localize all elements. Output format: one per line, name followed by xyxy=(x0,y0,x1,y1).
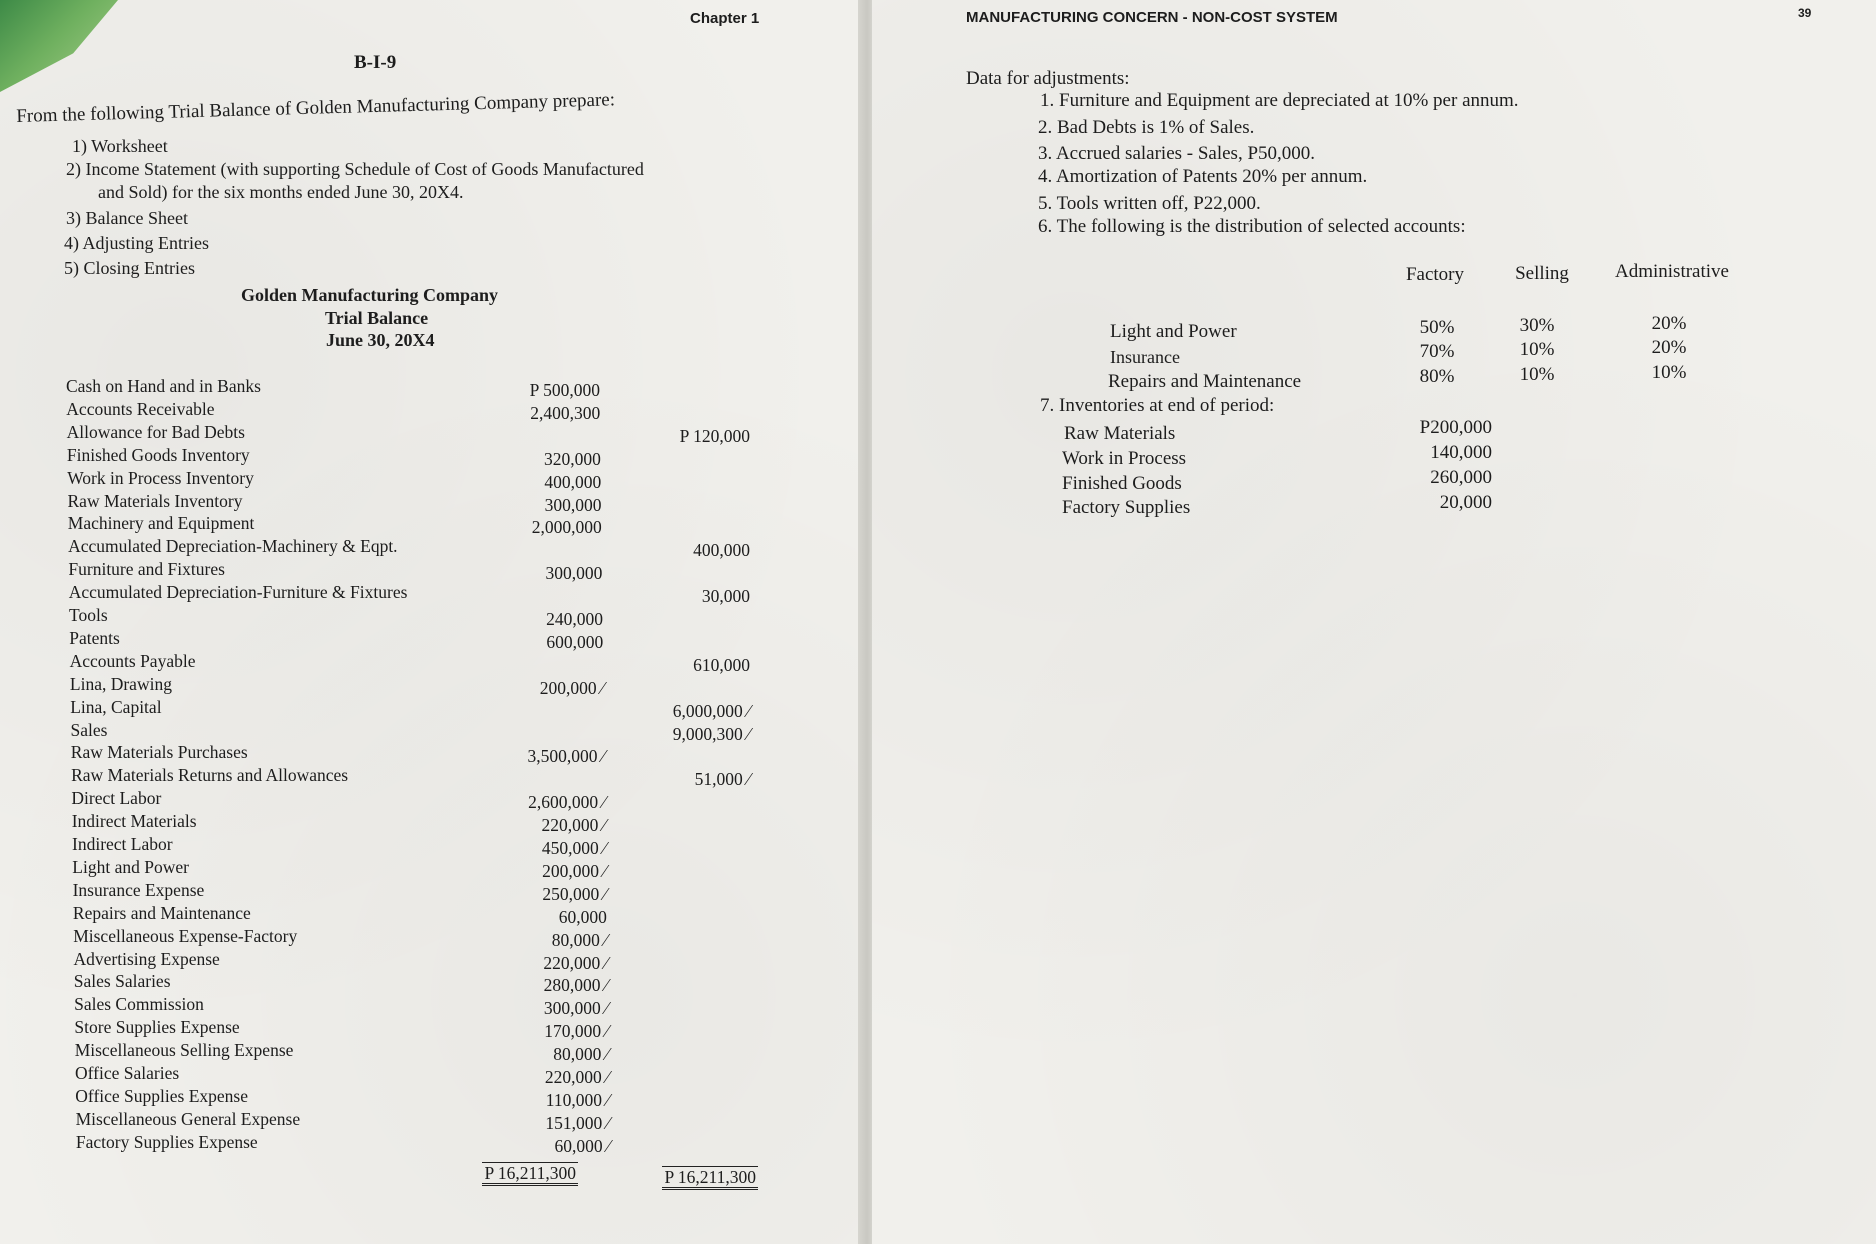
running-head: MANUFACTURING CONCERN - NON-COST SYSTEM xyxy=(966,9,1338,26)
credit-amount: 51,000 ⁄ xyxy=(694,769,750,790)
inventory-value: P200,000 xyxy=(1419,417,1492,438)
debit-amount: 280,000 ⁄ xyxy=(543,975,608,996)
inventory-value: 20,000 xyxy=(1439,492,1492,513)
adjustments-title: Data for adjustments: xyxy=(966,68,1130,89)
dist-row-label: Insurance xyxy=(1110,347,1180,367)
credit-amount: 9,000,300 ⁄ xyxy=(672,723,750,744)
account-name: Patents xyxy=(69,627,120,648)
debit-amount: 151,000 ⁄ xyxy=(545,1112,610,1133)
credit-amount: 400,000 xyxy=(693,540,750,561)
dist-cell: 10% xyxy=(1519,364,1555,385)
page-number: 39 xyxy=(1798,6,1812,20)
account-name: Sales Salaries xyxy=(73,971,171,992)
debit-amount: 60,000 ⁄ xyxy=(554,1135,610,1156)
debit-amount: 2,000,000 xyxy=(531,517,602,538)
credit-amount: 30,000 xyxy=(701,586,750,607)
account-name: Indirect Labor xyxy=(72,834,173,854)
account-name: Accounts Receivable xyxy=(66,398,215,419)
debit-amount: 2,400,300 xyxy=(530,402,601,423)
account-name: Accounts Payable xyxy=(69,650,196,671)
debit-amount: 400,000 xyxy=(544,471,602,492)
account-name: Miscellaneous Selling Expense xyxy=(74,1040,294,1061)
inventory-label: Work in Process xyxy=(1062,448,1187,469)
account-name: Store Supplies Expense xyxy=(74,1017,240,1038)
problem-id: B-I-9 xyxy=(354,52,397,73)
account-name: Advertising Expense xyxy=(73,948,220,969)
total-credit xyxy=(612,1167,758,1188)
dist-cell: 10% xyxy=(1651,362,1687,383)
dist-cell: 80% xyxy=(1419,366,1455,387)
requirement-2: 2) Income Statement (with supporting Schedule of Cost of Goods Manufactured xyxy=(66,159,644,179)
company-name: Golden Manufacturing Company xyxy=(241,285,499,305)
inventory-label: Factory Supplies xyxy=(1062,497,1191,518)
debit-amount: 220,000 ⁄ xyxy=(544,1067,609,1087)
debit-amount: 220,000 ⁄ xyxy=(541,815,606,836)
account-name: Sales xyxy=(70,719,108,740)
statement-date: June 30, 20X4 xyxy=(326,330,435,350)
account-name: Cash on Hand and in Banks xyxy=(66,376,261,396)
account-name: Lina, Drawing xyxy=(69,673,172,694)
account-name: Office Supplies Expense xyxy=(75,1085,248,1106)
adjustment-6: 6. The following is the distribution of selected accounts: xyxy=(1038,216,1466,237)
inventories-title: 7. Inventories at end of period: xyxy=(1040,395,1275,416)
dist-cell: 70% xyxy=(1419,341,1455,362)
account-name: Finished Goods Inventory xyxy=(66,444,250,465)
inventory-value: 260,000 xyxy=(1430,467,1492,488)
debit-amount: 300,000 xyxy=(544,494,602,515)
debit-amount: 300,000 ⁄ xyxy=(543,998,609,1019)
requirement-2-cont: and Sold) for the six months ended June 30, 20X4. xyxy=(98,182,464,202)
requirement-5: 5) Closing Entries xyxy=(64,258,195,278)
col-selling: Selling xyxy=(1515,263,1569,284)
debit-amount: 600,000 xyxy=(546,631,604,652)
debit-amount: 80,000 ⁄ xyxy=(551,929,608,950)
inventory-value: 140,000 xyxy=(1430,442,1492,463)
adjustment-2: 2. Bad Debts is 1% of Sales. xyxy=(1038,117,1255,138)
statement-title: Trial Balance xyxy=(325,308,429,328)
credit-amount: P 120,000 xyxy=(679,425,750,446)
debit-amount: 200,000 ⁄ xyxy=(542,860,607,881)
dist-cell: 50% xyxy=(1419,317,1455,338)
account-name: Direct Labor xyxy=(71,788,162,809)
account-name: Work in Process Inventory xyxy=(67,467,254,488)
debit-amount: 170,000 ⁄ xyxy=(544,1021,609,1042)
requirement-3: 3) Balance Sheet xyxy=(66,208,188,228)
debit-amount: 110,000 ⁄ xyxy=(545,1089,610,1110)
debit-amount: 250,000 ⁄ xyxy=(542,883,607,904)
account-name: Machinery and Equipment xyxy=(67,513,255,534)
dist-row-label: Light and Power xyxy=(1110,321,1237,342)
account-name: Office Salaries xyxy=(75,1063,180,1083)
account-name: Raw Materials Inventory xyxy=(67,490,243,511)
account-name: Repairs and Maintenance xyxy=(72,902,251,923)
adjustment-1: 1. Furniture and Equipment are depreciated at 10% per annum. xyxy=(1040,90,1519,111)
account-name: Tools xyxy=(69,605,108,625)
problem-intro: From the following Trial Balance of Golden Manufacturing Company prepare: xyxy=(16,89,616,127)
debit-amount: 450,000 ⁄ xyxy=(541,838,606,858)
account-name: Raw Materials Purchases xyxy=(70,742,248,763)
inventory-label: Finished Goods xyxy=(1062,473,1182,494)
debit-amount: 240,000 xyxy=(546,609,603,629)
adjustment-3: 3. Accrued salaries - Sales, P50,000. xyxy=(1038,143,1316,164)
chapter-label: Chapter 1 xyxy=(690,10,760,27)
debit-amount: 2,600,000 ⁄ xyxy=(528,792,606,813)
adjustment-5: 5. Tools written off, P22,000. xyxy=(1038,193,1261,214)
debit-amount: 220,000 ⁄ xyxy=(543,952,608,973)
account-name: Allowance for Bad Debts xyxy=(66,421,245,442)
debit-amount: 200,000 ⁄ xyxy=(539,677,604,698)
account-name: Miscellaneous Expense-Factory xyxy=(73,925,298,946)
account-name: Miscellaneous General Expense xyxy=(75,1108,301,1129)
adjustment-4: 4. Amortization of Patents 20% per annum. xyxy=(1038,166,1368,187)
dist-cell: 10% xyxy=(1519,339,1555,360)
requirement-4: 4) Adjusting Entries xyxy=(64,233,209,253)
account-name: Insurance Expense xyxy=(72,879,205,900)
requirement-1: 1) Worksheet xyxy=(72,136,168,156)
inventory-label: Raw Materials xyxy=(1064,423,1176,444)
corner-foliage xyxy=(0,0,118,92)
debit-amount: P 500,000 xyxy=(529,380,600,400)
account-name: Lina, Capital xyxy=(70,696,162,717)
account-name: Factory Supplies Expense xyxy=(75,1131,258,1152)
debit-amount: 60,000 xyxy=(558,906,607,927)
account-name: Raw Materials Returns and Allowances xyxy=(71,765,349,786)
debit-amount: 300,000 xyxy=(545,563,603,584)
total-debit-value: P 16,211,300 xyxy=(482,1162,578,1186)
credit-amount: 610,000 xyxy=(693,654,750,675)
debit-amount: 3,500,000 ⁄ xyxy=(527,746,605,767)
account-name: Furniture and Fixtures xyxy=(68,559,225,580)
account-name: Sales Commission xyxy=(74,994,204,1015)
account-name: Accumulated Depreciation-Furniture & Fixtures xyxy=(68,582,408,603)
dist-cell: 20% xyxy=(1651,313,1687,334)
left-page xyxy=(0,0,862,1244)
account-name: Accumulated Depreciation-Machinery & Eqpt. xyxy=(68,536,398,557)
total-credit-value: P 16,211,300 xyxy=(662,1166,758,1190)
debit-amount: 80,000 ⁄ xyxy=(553,1044,609,1065)
dist-row-label: Repairs and Maintenance xyxy=(1108,371,1302,392)
dist-cell: 30% xyxy=(1519,315,1555,336)
debit-amount: 320,000 xyxy=(544,448,601,469)
credit-amount: 6,000,000 ⁄ xyxy=(672,700,750,721)
right-page xyxy=(872,0,1876,1244)
col-administrative: Administrative xyxy=(1615,261,1729,282)
dist-cell: 20% xyxy=(1651,337,1687,358)
total-debit xyxy=(440,1163,578,1184)
account-name: Light and Power xyxy=(72,856,189,877)
account-name: Indirect Materials xyxy=(71,811,197,832)
col-factory: Factory xyxy=(1405,264,1465,285)
